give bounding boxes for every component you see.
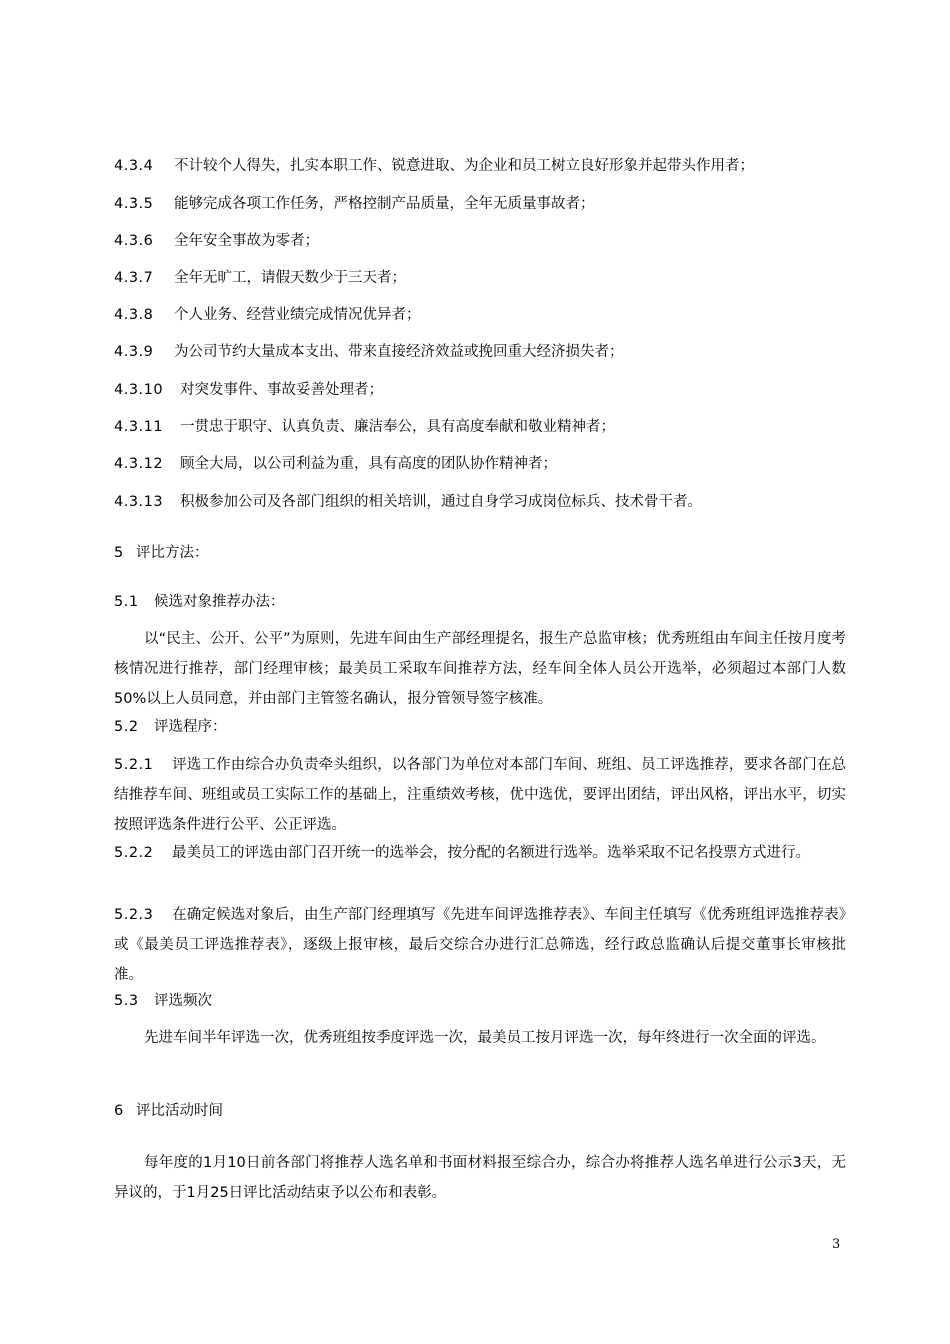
section-number: 5.2 [114, 719, 139, 735]
clause-4-3-4 [114, 156, 846, 176]
section-6-heading [114, 1101, 846, 1121]
section-5-1-body: 以“民主、公开、公平”为原则，先进车间由生产部经理提名，报生产总监审核；优秀班组由车间主任按月度考核情况进行推荐，部门经理审核；最美员工采取车间推荐方法，经车间全体人员公开选举，必须超过本部门人数50%以上人员同意，并由部门主管签名确认，报分管领导签字核准。 [114, 631, 846, 707]
section-5-heading [114, 543, 846, 563]
section-5-3-body: 先进车间半年评选一次，优秀班组按季度评选一次，最美员工按月评选一次，每年终进行一次全面的评选。 [144, 1030, 826, 1046]
clause-text: 一贯忠于职守、认真负责、廉洁奉公，具有高度奉献和敬业精神者； [180, 419, 615, 435]
section-5-3-heading [114, 991, 846, 1011]
section-number: 5 [114, 545, 124, 561]
clause-5-2-2 [114, 838, 846, 868]
section-6-body: 每年度的1月10日前各部门将推荐人选名单和书面材料报至综合办，综合办将推荐人选名单进行公示3天，无异议的，于1月25日评比活动结束予以公布和表彰。 [114, 1155, 846, 1201]
clause-number: 4.3.7 [114, 270, 154, 286]
clause-text: 顾全大局，以公司利益为重，具有高度的团队协作精神者； [180, 456, 557, 472]
section-title: 候选对象推荐办法： [154, 594, 285, 610]
section-title: 评选程序： [154, 719, 227, 735]
clause-number: 4.3.5 [114, 196, 154, 212]
clause-text: 全年安全事故为零者； [174, 233, 319, 249]
clause-4-3-7 [114, 268, 846, 288]
clause-number: 4.3.4 [114, 158, 154, 174]
section-title: 评比方法： [136, 545, 209, 561]
page-number: 3 [832, 1237, 841, 1252]
clause-text: 在确定候选对象后，由生产部门经理填写《先进车间评选推荐表》、车间主任填写《优秀班组评选推荐表》或《最美员工评选推荐表》，逐级上报审核，最后交综合办进行汇总筛选，经行政总监确认后提交董事长审核批准。 [114, 907, 846, 983]
clause-text: 能够完成各项工作任务，严格控制产品质量，全年无质量事故者； [174, 196, 595, 212]
clause-4-3-12 [114, 454, 846, 474]
clause-number: 4.3.9 [114, 344, 154, 360]
section-5-1-heading [114, 592, 846, 612]
clause-4-3-9 [114, 342, 846, 362]
clause-text: 对突发事件、事故妥善处理者； [180, 382, 383, 398]
clause-4-3-5 [114, 194, 846, 214]
section-number: 5.3 [114, 993, 139, 1009]
clause-text: 评选工作由综合办负责牵头组织，以各部门为单位对本部门车间、班组、员工评选推荐，要求各部门在总结推荐车间、班组或员工实际工作的基础上，注重绩效考核，优中选优，要评出团结，评出风格，评出水平，切实按照评选条件进行公平、公正评选。 [114, 757, 846, 833]
clause-text: 积极参加公司及各部门组织的相关培训，通过自身学习成岗位标兵、技术骨干者。 [180, 494, 702, 510]
section-number: 6 [114, 1103, 124, 1119]
clause-text: 最美员工的评选由部门召开统一的选举会，按分配的名额进行选举。选举采取不记名投票方式进行。 [172, 845, 810, 861]
clause-4-3-8 [114, 305, 846, 325]
clause-number: 4.3.13 [114, 494, 164, 510]
clause-number: 4.3.10 [114, 382, 164, 398]
clause-number: 4.3.12 [114, 456, 164, 472]
clause-text: 为公司节约大量成本支出、带来直接经济效益或挽回重大经济损失者； [174, 344, 624, 360]
clause-text: 个人业务、经营业绩完成情况优异者； [174, 307, 421, 323]
section-number: 5.1 [114, 594, 139, 610]
clause-text: 全年无旷工，请假天数少于三天者； [174, 270, 406, 286]
clause-number: 5.2.3 [114, 907, 154, 923]
section-title: 评选频次 [154, 993, 212, 1009]
clause-text: 不计较个人得失，扎实本职工作、锐意进取、为企业和员工树立良好形象并起带头作用者； [174, 158, 754, 174]
clause-4-3-13 [114, 492, 846, 512]
clause-5-2-1 [114, 750, 846, 840]
section-title: 评比活动时间 [136, 1103, 223, 1119]
section-5-2-heading [114, 717, 846, 737]
clause-4-3-10 [114, 380, 846, 400]
clause-number: 5.2.1 [114, 757, 154, 773]
clause-number: 5.2.2 [114, 845, 154, 861]
clause-5-2-3 [114, 900, 846, 990]
clause-number: 4.3.8 [114, 307, 154, 323]
clause-number: 4.3.6 [114, 233, 154, 249]
clause-4-3-11 [114, 417, 846, 437]
clause-4-3-6 [114, 231, 846, 251]
clause-number: 4.3.11 [114, 419, 164, 435]
